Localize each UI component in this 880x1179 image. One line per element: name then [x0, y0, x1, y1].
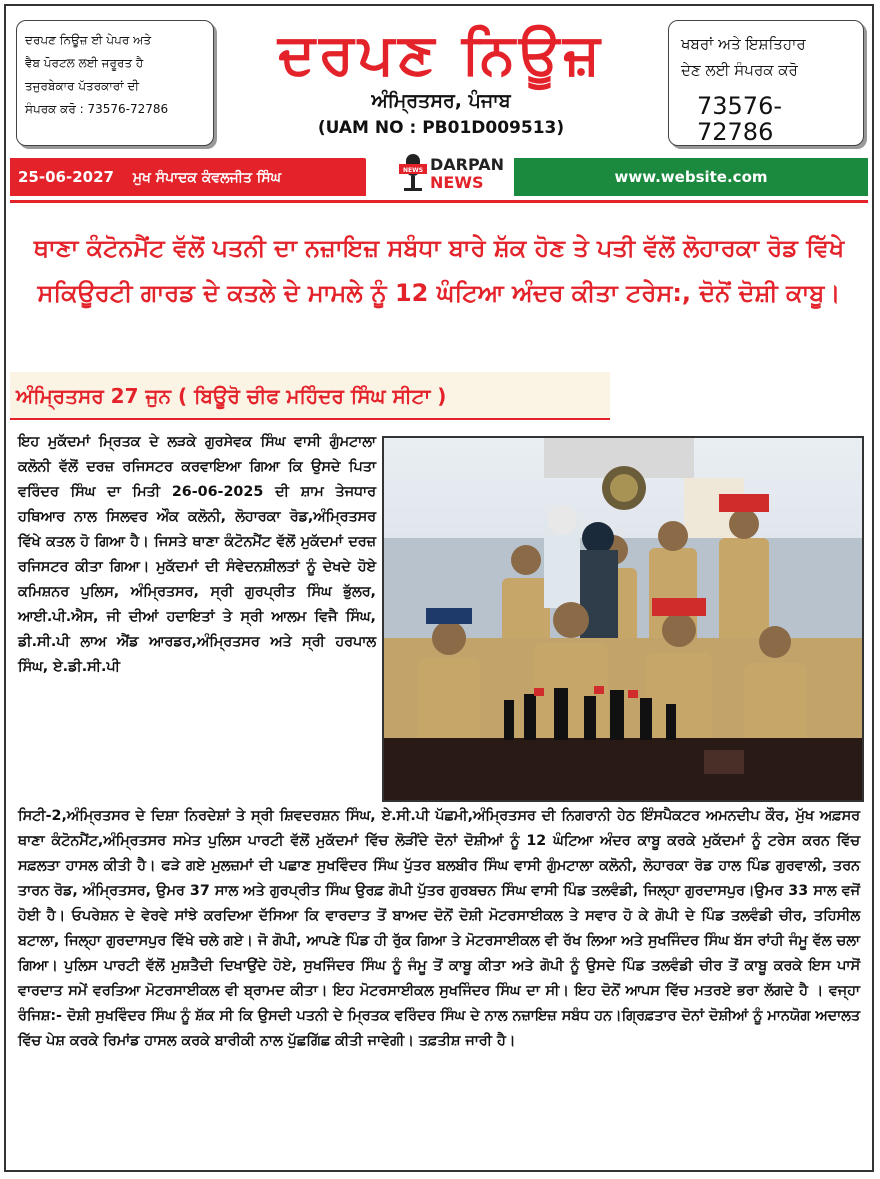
byline: ਅੰਮ੍ਰਿਤਸਰ 27 ਜੁਨ ( ਬਿਊਰੋ ਚੀਫ ਮਹਿੰਦਰ ਸਿੰਘ ਸੀਟਾ ): [10, 372, 610, 420]
press-conference-image: [384, 438, 862, 800]
recruitment-line-1: ਦਰਪਣ ਨਿਊਜ਼ ਈ ਪੇਪਰ ਅਤੇ: [25, 33, 152, 47]
city-line: ਅੰਮ੍ਰਿਤਸਰ, ਪੰਜਾਬ: [371, 90, 511, 112]
logo-darpan: DARPAN: [430, 155, 505, 174]
masthead: [222, 16, 660, 138]
recruitment-line-2: ਵੈਬ ਪੋਰਟਲ ਲਈ ਜਰੂਰਤ ਹੈ: [25, 56, 144, 70]
newspaper-page: [4, 4, 874, 1172]
info-bar: [10, 155, 868, 196]
issue-date: 25-06-2027: [18, 168, 114, 186]
date-editor-strip: [10, 158, 366, 196]
recruitment-line-3: ਤਜੁਰਬੇਕਾਰ ਪੱਤਰਕਾਰਾਂ ਦੀ: [25, 79, 139, 93]
recruitment-box: [16, 20, 214, 146]
contact-box: [668, 20, 864, 146]
press-conference-photo: [382, 436, 864, 802]
microphone-icon: [398, 152, 428, 198]
header-divider: [10, 200, 868, 203]
uam-number: (UAM NO : PB01D009513): [317, 118, 565, 138]
svg-text:NEWS: NEWS: [402, 167, 424, 174]
logo-news: NEWS: [430, 173, 484, 192]
article-column-text: ਇਹ ਮੁਕੱਦਮਾਂ ਮ੍ਰਿਤਕ ਦੇ ਲੜਕੇ ਗੁਰਸੇਵਕ ਸਿੰਘ ਵਾਸੀ ਗੁੰਮਟਾਲਾ ਕਲੋਨੀ ਵੱਲੋਂ ਦਰਜ਼ ਰਜਿਸਟਰ ਕਰਵਾਇਆ ਗਿਆ ਕਿ ਉਸਦੇ ਪਿਤਾ ਵਰਿੰਦਰ ਸਿੰਘ ਦਾ ਮਿਤੀ 26-06-2025 ਦੀ ਸ਼ਾਮ ਤੇਜਧਾਰ ਹਥਿਆਰ ਨਾਲ ਸਿਲਵਰ ਔਕ ਕਲੋਨੀ, ਲੋਹਾਰਕਾ ਰੋਡ,ਅੰਮ੍ਰਿਤਸਰ ਵਿੱਖੇ ਕਤਲ ਹੋ ਗਿਆ ਹੈ। ਜਿਸਤੇ ਥਾਣਾ ਕੰਟੋਨਮੈਂਟ ਵੱਲੋਂ ਮੁਕੱਦਮਾਂ ਦਰਜ਼ ਰਜਿਸਟਰ ਕੀਤਾ ਗਿਆ। ਮੁਕੱਦਮਾਂ ਦੀ ਸੰਵੇਦਨਸ਼ੀਲਤਾਂ ਨੂੰ ਦੇਖਦੇ ਹੋਏ ਕਮਿਸ਼ਨਰ ਪੁਲਿਸ, ਅੰਮ੍ਰਿਤਸਰ, ਸ੍ਰੀ ਗੁਰਪ੍ਰੀਤ ਸਿੰਘ ਭੁੱਲਰ, ਆਈ.ਪੀ.ਐਸ, ਜੀ ਦੀਆਂ ਹਦਾਇਤਾਂ ਤੇ ਸ੍ਰੀ ਆਲਮ ਵਿਜੈ ਸਿੰਘ, ਡੀ.ਸੀ.ਪੀ ਲਾਅ ਐਂਡ ਆਰਡਰ,ਅੰਮ੍ਰਿਤਸਰ ਅਤੇ ਸ੍ਰੀ ਹਰਪਾਲ ਸਿੰਘ, ਏ.ਡੀ.ਸੀ.ਪੀ: [18, 434, 376, 675]
darpan-news-logo: [398, 152, 508, 200]
recruitment-contact: ਸੰਪਰਕ ਕਰੋ : 73576-72786: [25, 102, 169, 116]
contact-line-2: ਦੇਣ ਲਈ ਸੰਪਰਕ ਕਰੋ: [681, 61, 798, 79]
chief-editor: ਮੁਖ ਸੰਪਾਦਕ ਕੰਵਲਜੀਤ ਸਿੰਘ: [132, 170, 282, 186]
newspaper-title: ਦਰਪਣ ਨਿਊਜ਼: [278, 22, 604, 87]
website-link[interactable]: www.website.com: [514, 158, 868, 196]
contact-line-1: ਖਬਰਾਂ ਅਤੇ ਇਸ਼ਤਿਹਾਰ: [681, 35, 806, 53]
headline: ਥਾਣਾ ਕੰਟੋਨਮੈਂਟ ਵੱਲੋਂ ਪਤਨੀ ਦਾ ਨਜ਼ਾਇਜ਼ ਸਬੰਧਾ ਬਾਰੇ ਸ਼ੱਕ ਹੋਣ ਤੇ ਪਤੀ ਵੱਲੋਂ ਲੋਹਾਰਕਾ ਰੋਡ ਵਿੱਖੇ ਸਕਿਊਰਟੀ ਗਾਰਡ ਦੇ ਕਤਲੇ ਦੇ ਮਾਮਲੇ ਨੂੰ 12 ਘੰਟਿਆ ਅੰਦਰ ਕੀਤਾ ਟਰੇਸ:, ਦੋਨੋਂ ਦੋਸ਼ੀ ਕਾਬੂ।: [33, 234, 845, 307]
article-full-text: ਸਿਟੀ-2,ਅੰਮ੍ਰਿਤਸਰ ਦੇ ਦਿਸ਼ਾ ਨਿਰਦੇਸ਼ਾਂ ਤੇ ਸ੍ਰੀ ਸ਼ਿਵਦਰਸ਼ਨ ਸਿੰਘ, ਏ.ਸੀ.ਪੀ ਪੱਛਮੀ,ਅੰਮ੍ਰਿਤਸਰ ਦੀ ਨਿਗਰਾਨੀ ਹੇਠ ਇੰਸਪੈਕਟਰ ਅਮਨਦੀਪ ਕੌਰ, ਮੁੱਖ ਅਫ਼ਸਰ ਥਾਣਾ ਕੰਟੋਨਮੈਂਟ,ਅੰਮ੍ਰਿਤਸਰ ਸਮੇਤ ਪੁਲਿਸ ਪਾਰਟੀ ਵੱਲੋਂ ਮੁਕੱਦਮਾਂ ਵਿੱਚ ਲੋੜੀਂਦੇ ਦੋਨਾਂ ਦੋਸ਼ੀਆਂ ਨੂੰ 12 ਘੰਟਿਆ ਅੰਦਰ ਕਾਬੂ ਕਰਕੇ ਮੁਕੱਦਮਾਂ ਨੂੰ ਟਰੇਸ ਕਰਨ ਵਿੱਚ ਸਫ਼ਲਤਾ ਹਾਸਲ ਕੀਤੀ ਹੈ। ਫੜੇ ਗਏ ਮੁਲਜ਼ਮਾਂ ਦੀ ਪਛਾਣ ਸੁਖਵਿੰਦਰ ਸਿੰਘ ਪੁੱਤਰ ਬਲਬੀਰ ਸਿੰਘ ਵਾਸੀ ਗੁੰਮਟਾਲਾ ਕਲੋਨੀ, ਲੋਹਾਰਕਾ ਰੋਡ ਹਾਲ ਪਿੰਡ ਗੁਰਵਾਲੀ, ਤਰਨ ਤਾਰਨ ਰੋਡ, ਅੰਮ੍ਰਿਤਸਰ, ਉਮਰ 37 ਸਾਲ ਅਤੇ ਗੁਰਪ੍ਰੀਤ ਸਿੰਘ ਉਰਫ਼ ਗੋਪੀ ਪੁੱਤਰ ਗੁਰਬਚਨ ਸਿੰਘ ਵਾਸੀ ਪਿੰਡ ਤਲਵੰਡੀ, ਜਿਲ੍ਹਾ ਗੁਰਦਾਸਪੁਰ।ਉਮਰ 33 ਸਾਲ ਵਜੋਂ ਹੋਈ ਹੈ। ਓਪਰੇਸ਼ਨ ਦੇ ਵੇਰਵੇ ਸਾਂਝੇ ਕਰਦਿਆ ਦੱਸਿਆ ਕਿ ਵਾਰਦਾਤ ਤੋਂ ਬਾਅਦ ਦੋਨੋਂ ਦੋਸ਼ੀ ਮੋਟਰਸਾਈਕਲ ਤੇ ਸਵਾਰ ਹੋ ਕੇ ਗੋਪੀ ਦੇ ਪਿੰਡ ਤਲਵੰਡੀ ਚੀਰ, ਤਹਿਸੀਲ ਬਟਾਲਾ, ਜਿਲ੍ਹਾ ਗੁਰਦਾਸਪੁਰ ਵਿੱਖੇ ਚਲੇ ਗਏ। ਜੋ ਗੋਪੀ, ਆਪਣੇ ਪਿੰਡ ਹੀ ਰੁੱਕ ਗਿਆ ਤੇ ਮੋਟਰਸਾਈਕਲ ਵੀ ਰੱਖ ਲਿਆ ਅਤੇ ਸੁਖਜਿੰਦਰ ਸਿੰਘ ਬੱਸ ਰਾਂਹੀ ਜੰਮੂ ਵੱਲ ਚਲਾ ਗਿਆ। ਪੁਲਿਸ ਪਾਰਟੀ ਵੱਲੋਂ ਮੁਸ਼ਤੈਦੀ ਦਿਖਾਉਂਦੇ ਹੋਏ, ਸੁਖਜਿੰਦਰ ਸਿੰਘ ਨੂੰ ਜੰਮੂ ਤੋਂ ਕਾਬੂ ਕੀਤਾ ਅਤੇ ਗੋਪੀ ਨੂੰ ਉਸਦੇ ਪਿੰਡ ਤਲਵੰਡੀ ਚੀਰ ਤੋਂ ਕਾਬੂ ਕਰਕੇ ਇਸ ਪਾਸੋਂ ਵਾਰਦਾਤ ਸਮੇਂ ਵਰਤਿਆ ਮੋਟਰਸਾਈਕਲ ਵੀ ਬ੍ਰਾਮਦ ਕੀਤਾ। ਇਹ ਮੋਟਰਸਾਈਕਲ ਸੁਖਜਿੰਦਰ ਸਿੰਘ ਦਾ ਸੀ। ਇਹ ਦੋਨੋਂ ਆਪਸ ਵਿੱਚ ਮਤਰਏ ਭਰਾ ਲੱਗਦੇ ਹੈ । ਵਜ੍ਹਾ ਰੰਜਿਸ਼:- ਦੋਸ਼ੀ ਸੁਖਵਿੰਦਰ ਸਿੰਘ ਨੂੰ ਸ਼ੱਕ ਸੀ ਕਿ ਉਸਦੀ ਪਤਨੀ ਦੇ ਮ੍ਰਿਤਕ ਵਰਿੰਦਰ ਸਿੰਘ ਦੇ ਨਾਲ ਨਜ਼ਾਇਜ਼ ਸਬੰਧ ਹਨ।ਗ੍ਰਿਫ਼ਤਾਰ ਦੋਨਾਂ ਦੋਸ਼ੀਆਂ ਨੂੰ ਮਾਨਯੋਗ ਅਦਾਲਤ ਵਿੱਚ ਪੇਸ਼ ਕਰਕੇ ਰਿਮਾਂਡ ਹਾਸਲ ਕਰਕੇ ਬਾਰੀਕੀ ਨਾਲ ਪੁੱਛਗਿੱਛ ਕੀਤੀ ਜਾਵੇਗੀ। ਤਫ਼ਤੀਸ਼ ਜਾਰੀ ਹੈ।: [18, 808, 860, 1049]
contact-phone: 73576-72786: [697, 92, 783, 146]
